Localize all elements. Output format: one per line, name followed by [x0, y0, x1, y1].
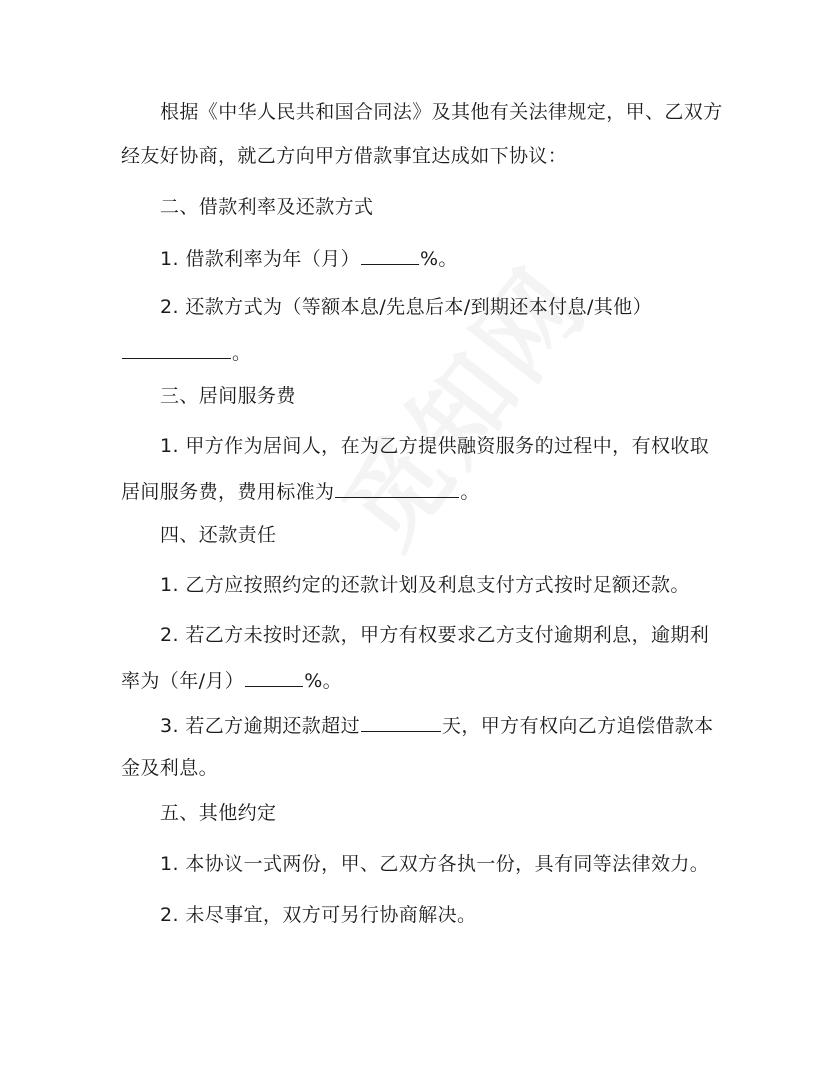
interest-rate-blank[interactable]	[361, 244, 419, 265]
section-2-item-2-line-1: 2. 还款方式为（等额本息/先息后本/到期还本付息/其他）	[160, 296, 652, 318]
section-4-item-3-line-1	[160, 711, 714, 739]
section-4-item-2-line-2	[121, 666, 342, 694]
section-4-item-2-line-2-suffix: %。	[304, 670, 343, 692]
intro-line-1: 根据《中华人民共和国合同法》及其他有关法律规定，甲、乙双方	[160, 101, 723, 123]
section-2-item-1	[160, 244, 458, 272]
section-3-item-1-line-2-prefix: 居间服务费，费用标准为	[121, 481, 335, 503]
section-3-item-1-line-1: 1. 甲方作为居间人，在为乙方提供融资服务的过程中，有权收取	[160, 435, 710, 457]
watermark-text	[304, 232, 613, 571]
overdue-days-blank[interactable]	[361, 711, 441, 732]
section-3-item-1-line-2-suffix: 。	[460, 481, 480, 503]
section-4-item-2-line-1: 2. 若乙方未按时还款，甲方有权要求乙方支付逾期利息，逾期利	[160, 624, 710, 646]
section-5-item-2: 2. 未尽事宜，双方可另行协商解决。	[160, 904, 477, 926]
section-3-heading: 三、居间服务费	[160, 385, 296, 407]
section-4-item-3-line-2: 金及利息。	[121, 757, 219, 779]
section-4-item-3-line-1-suffix: 天，甲方有权向乙方追偿借款本	[441, 715, 714, 737]
section-4-item-3-line-1-prefix: 3. 若乙方逾期还款超过	[160, 715, 360, 737]
section-5-item-1: 1. 本协议一式两份，甲、乙双方各执一份，具有同等法律效力。	[160, 853, 710, 875]
service-fee-blank[interactable]	[335, 477, 459, 498]
repayment-method-blank[interactable]	[122, 338, 231, 359]
section-4-item-2-line-2-prefix: 率为（年/月）	[121, 670, 245, 692]
section-4-heading: 四、还款责任	[160, 524, 277, 546]
section-2-item-1-prefix: 1. 借款利率为年（月）	[160, 248, 360, 270]
section-5-heading: 五、其他约定	[160, 802, 277, 824]
section-2-item-1-suffix: %。	[419, 248, 458, 270]
section-2-item-2-suffix: 。	[232, 342, 252, 364]
overdue-rate-blank[interactable]	[245, 666, 303, 687]
section-2-heading: 二、借款利率及还款方式	[160, 196, 374, 218]
section-2-item-2-line-2	[121, 338, 251, 366]
section-4-item-1: 1. 乙方应按照约定的还款计划及利息支付方式按时足额还款。	[160, 574, 690, 596]
section-3-item-1-line-2	[121, 477, 480, 505]
intro-line-2: 经友好协商，就乙方向甲方借款事宜达成如下协议：	[121, 145, 568, 167]
